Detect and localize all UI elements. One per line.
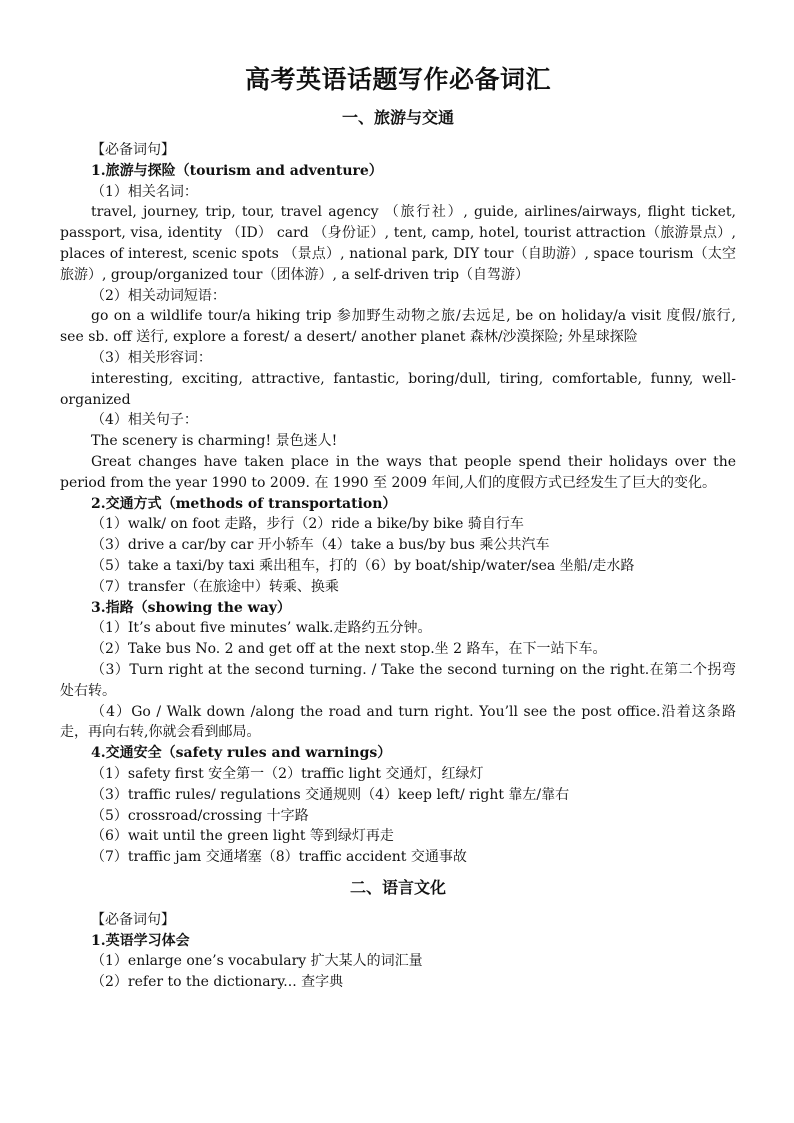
list-item: （3）Turn right at the second turning. / Take the second turning on the right.在第二个拐弯处右转。 [60,661,736,699]
list-item: （7）traffic jam 交通堵塞（8）traffic accident 交通事故 [91,849,467,866]
list-item: （4）Go / Walk down /along the road and turn right. You’ll see the post office.沿着这条路走，再向右转,你就会看到邮局。 [60,703,736,741]
section-label: 【必备词句】 [91,142,175,158]
section-label: 【必备词句】 [91,911,175,928]
list-item: （1）walk/ on foot 走路，步行（2）ride a bike/by bike 骑自行车 [91,516,524,533]
list-item: （2）Take bus No. 2 and get off at the next stop.坐 2 路车，在下一站下车。 [91,641,607,658]
list-item: （1）safety first 安全第一（2）traffic light 交通灯，红绿灯 [91,765,484,782]
adjectives-label: （3）相关形容词： [91,349,212,366]
list-item: （3）drive a car/by car 开小轿车（4）take a bus/by bus 乘公共汽车 [91,537,550,554]
list-item: （2）refer to the dictionary... 查字典 [91,974,344,991]
section-heading-language: 二、语言文化 [349,877,446,897]
adjectives-text: interesting, exciting, attractive, fantastic, boring/dull, tiring, comfortable, funny, well-organized [60,370,736,408]
verbs-label: （2）相关动词短语： [91,287,226,304]
document-page [60,58,736,993]
list-item: （6）wait until the green light 等到绿灯再走 [91,828,394,845]
list-item: （5）take a taxi/by taxi 乘出租车，打的（6）by boat/ship/water/sea 坐船/走水路 [91,557,635,574]
subsection-heading-tourism: 1.旅游与探险（tourism and adventure） [91,162,383,179]
list-item: （5）crossroad/crossing 十字路 [91,807,309,824]
list-item: （1）It’s about five minutes’ walk.走路约五分钟。 [91,620,432,637]
sentence-scenery: The scenery is charming! 景色迷人! [91,433,338,450]
sentences-label: （4）相关句子： [91,412,198,429]
subsection-heading-safety: 4.交通安全（safety rules and warnings） [91,745,392,762]
list-item: （7）transfer（在旅途中）转乘、换乘 [91,578,339,595]
subsection-heading-directions: 3.指路（showing the way） [91,599,291,616]
subsection-heading-transportation: 2.交通方式（methods of transportation） [91,495,397,512]
list-item: （1）enlarge one’s vocabulary 扩大某人的词汇量 [91,953,423,970]
sentence-changes: Great changes have taken place in the ways that people spend their holidays over the period from the year 1990 to 2009. 在 1990 至 2009 年间,人们的度假方式已经发生了巨大的变化。 [60,453,736,491]
section-heading-travel: 一、旅游与交通 [341,108,454,127]
nouns-text: travel, journey, trip, tour, travel agency （旅行社）, guide, airlines/airways, flight ticket, passport, visa, identity （ID） card （身份证）, tent, camp, hotel, tourist attraction（旅游景点）, places of interest, scenic spots （景点）, national park, DIY tour（自助游）, space tourism（太空旅游）, group/organized tour（团体游）, a self-driven trip（自驾游） [60,204,736,283]
document-title: 高考英语话题写作必备词汇 [244,65,551,94]
list-item: （3）traffic rules/ regulations 交通规则（4）keep left/ right 靠左/靠右 [91,786,570,803]
verbs-text: go on a wildlife tour/a hiking trip 参加野生动物之旅/去远足, be on holiday/a visit 度假/旅行, see sb. off 送行, explore a forest/ a desert/ another planet 森林/沙漠探险; 外星球探险 [60,308,736,346]
nouns-label: （1）相关名词： [91,183,198,200]
subsection-heading-english-learning: 1.英语学习体会 [91,932,190,949]
